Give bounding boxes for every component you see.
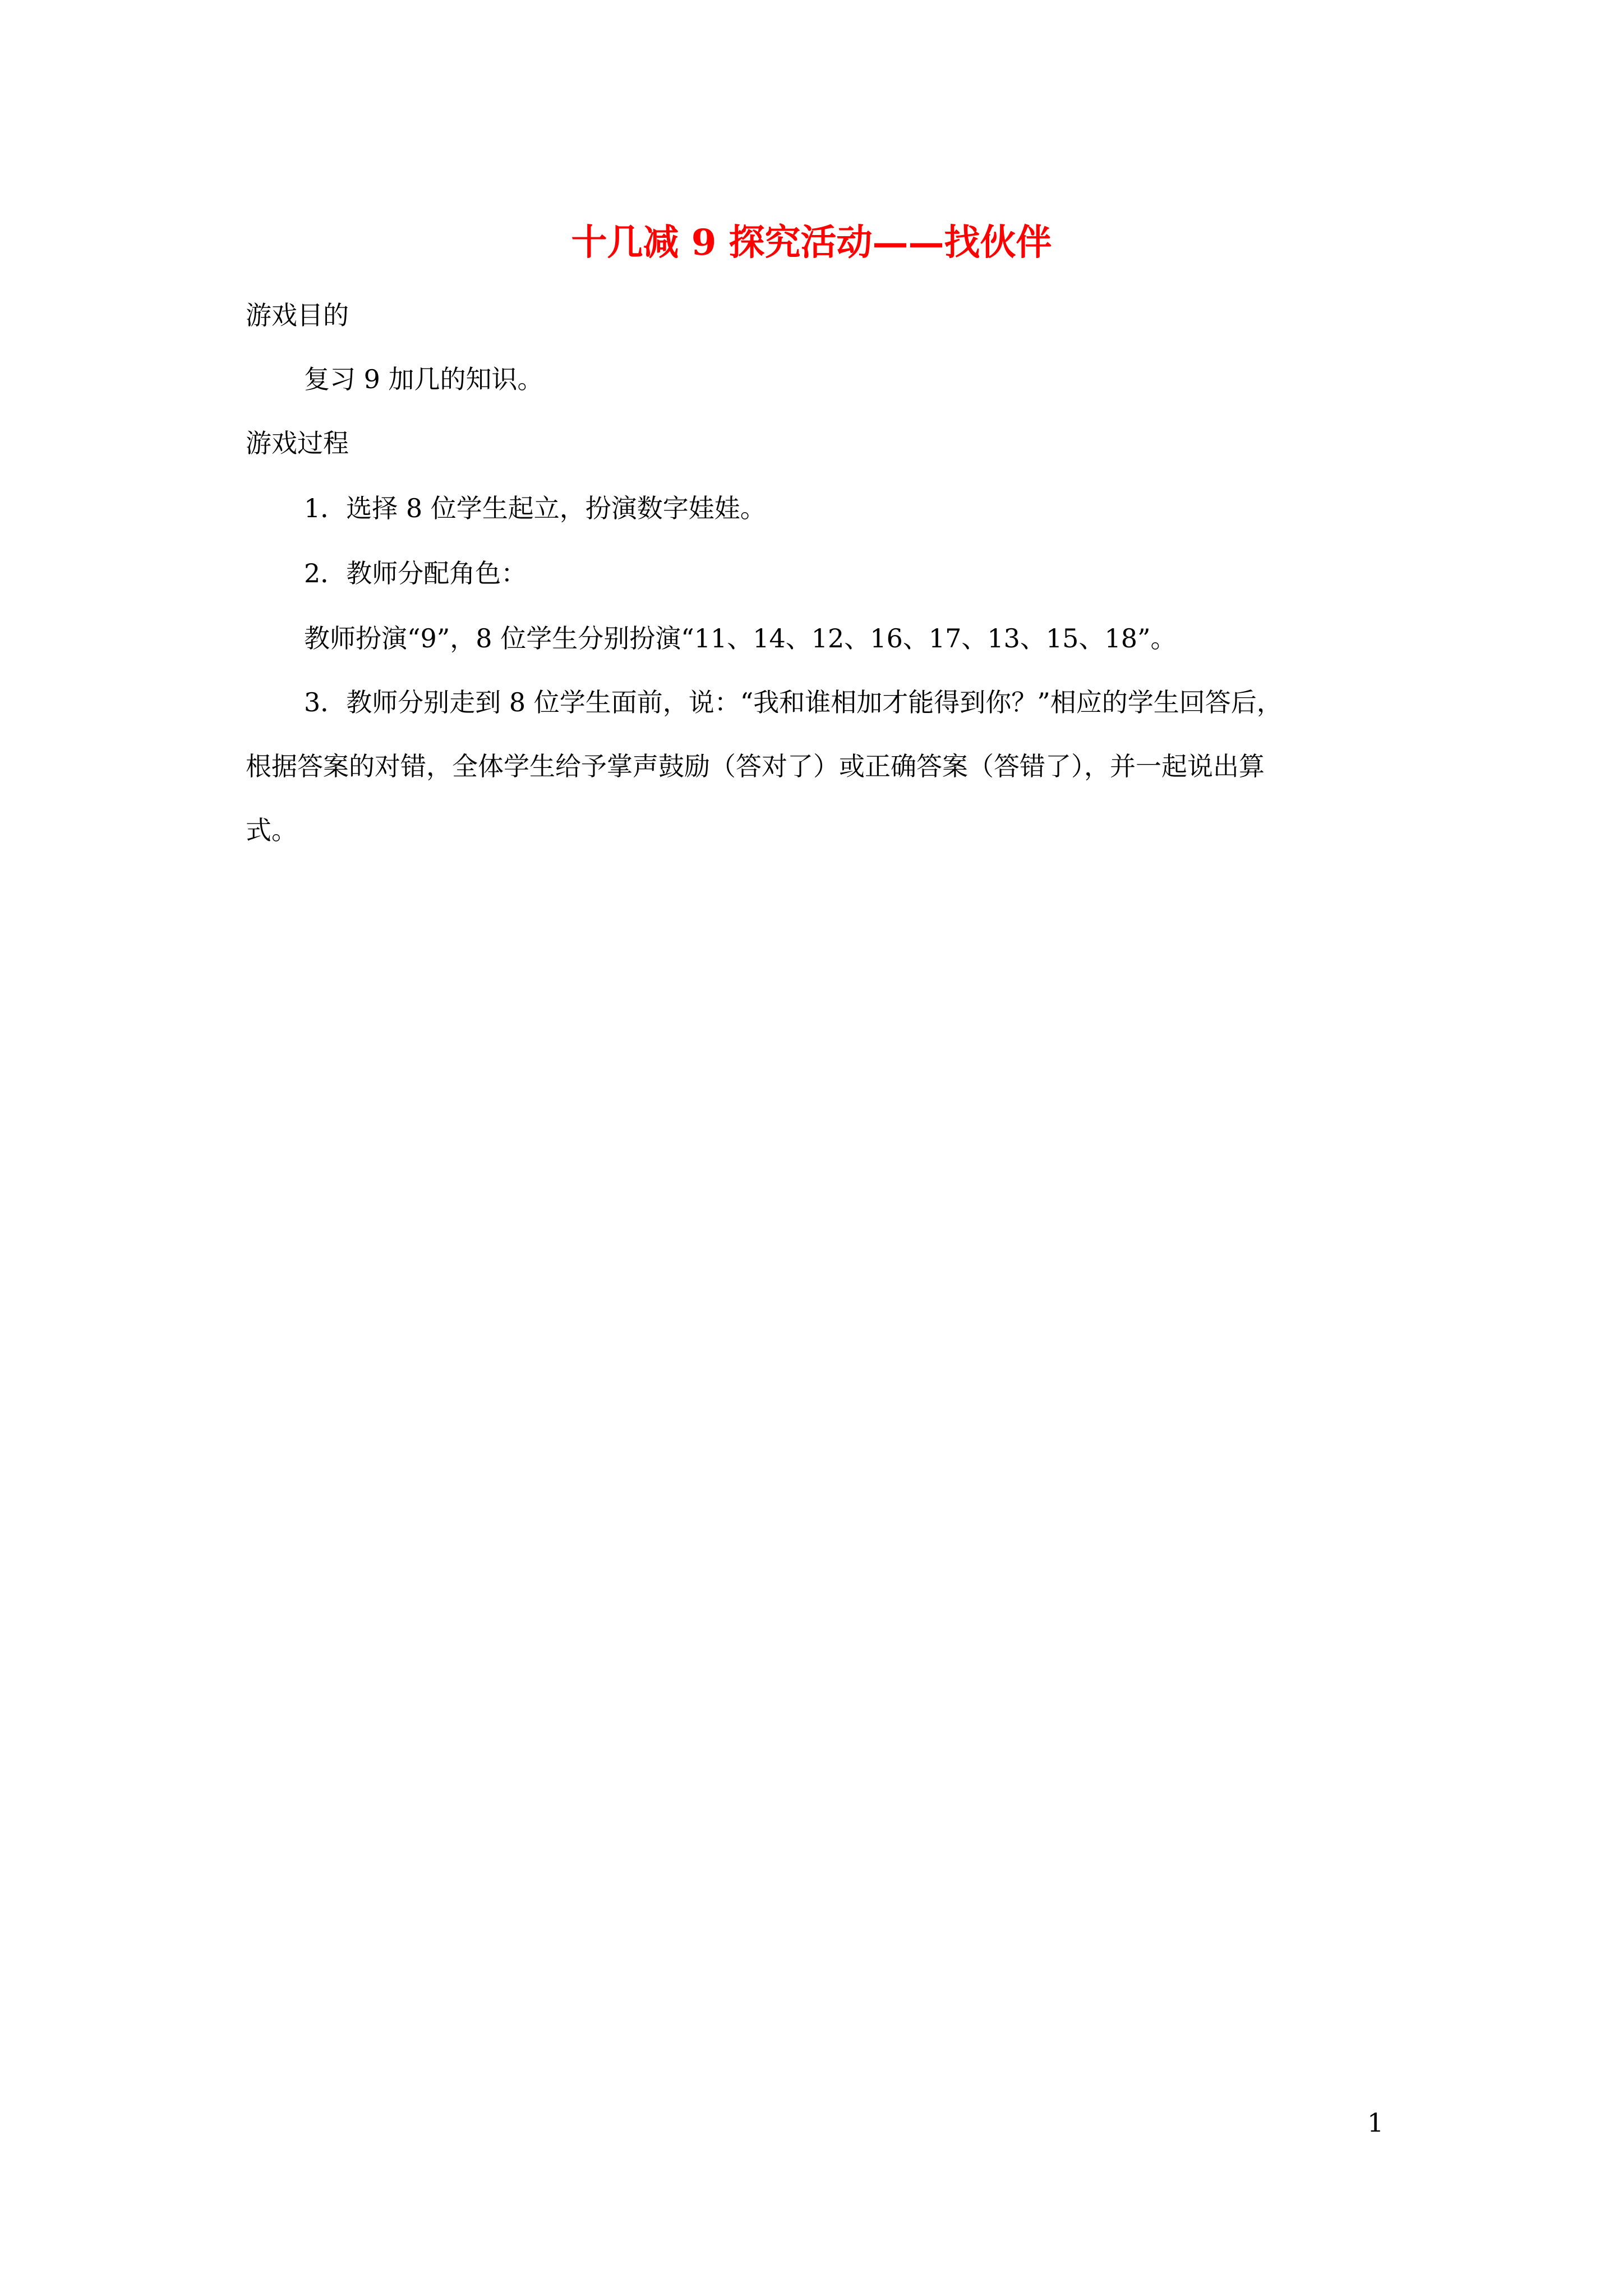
step-1: 1．选择 8 位学生起立，扮演数字娃娃。: [304, 493, 766, 523]
goal-heading: 游戏目的: [246, 300, 349, 330]
step-3-line-3: 式。: [246, 815, 297, 845]
step-3-line-2: 根据答案的对错，全体学生给予掌声鼓励（答对了）或正确答案（答错了），并一起说出算: [246, 751, 1265, 781]
document-title: 十几减 9 探究活动——找伙伴: [571, 222, 1052, 264]
step-3-line-1: 3．教师分别走到 8 位学生面前，说：“我和谁相加才能得到你？”相应的学生回答后，: [304, 687, 1283, 717]
step-2: 2．教师分配角色：: [304, 558, 527, 588]
process-heading: 游戏过程: [246, 428, 349, 458]
page-number: 1: [1367, 2108, 1384, 2138]
goal-text: 复习 9 加几的知识。: [304, 364, 543, 394]
step-2-detail: 教师扮演“9”，8 位学生分别扮演“11、14、12、16、17、13、15、18”。: [304, 623, 1177, 654]
